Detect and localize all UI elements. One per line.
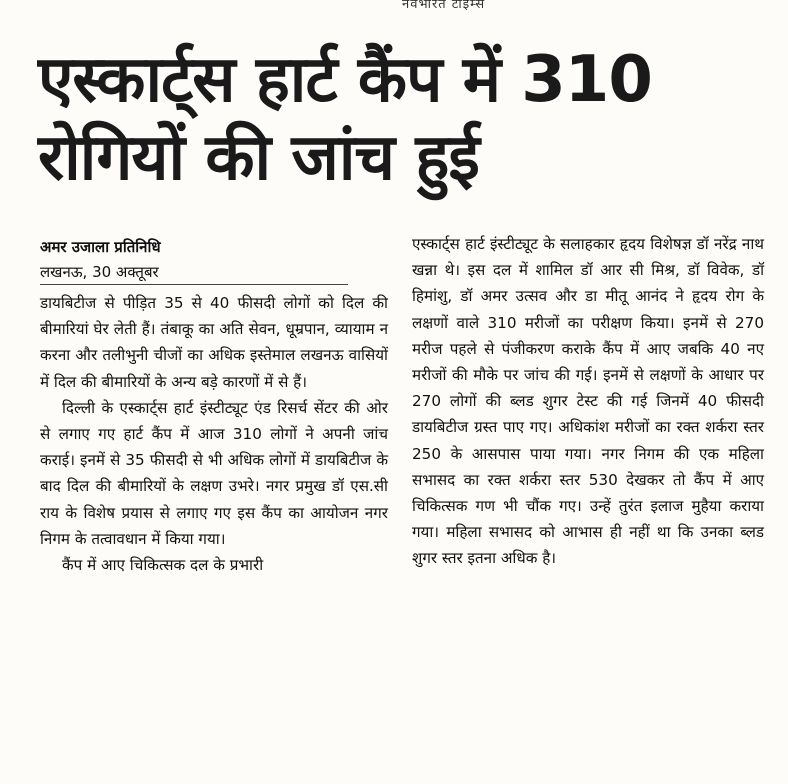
article-left-column xyxy=(40,290,388,578)
article-right-column xyxy=(412,231,764,572)
paragraph-2: दिल्ली के एस्कार्ट्स हार्ट इंस्टीट्यूट एंड रिसर्च सेंटर की ओर से लगाए गए हार्ट कैंप में आज 310 लोगों ने अपनी जांच कराई। इनमें से 35 फीसदी से भी अधिक लोगों में डायबिटीज के बाद दिल की बीमारियों के लक्षण उभरे। नगर प्रमुख डॉ एस.सी राय के विशेष प्रयास से लगाए गए इस कैंप का आयोजन नगर निगम के तत्वावधान में किया गया। xyxy=(40,398,388,548)
headline-line-2: रोगियों की जांच हुई xyxy=(38,121,479,195)
paragraph-3-continued: एस्कार्ट्स हार्ट इंस्टीट्यूट के सलाहकार हृदय विशेषज्ञ डॉ नरेंद्र नाथ खन्ना थे। इस दल में शामिल डॉ आर सी मिश्र, डॉ विवेक, डॉ हिमांशु, डॉ अमर उत्सव और डा मीतू आनंद ने हृदय रोग के लक्षणों वाले 310 मरीजों का परीक्षण किया। इनमें से 270 मरीज पहले से पंजीकरण कराके कैंप में आए जबकि 40 नए मरीजों की मौके पर जांच की गई। इनमें से लक्षणों के आधार पर 270 लोगों की ब्लड शुगर टेस्ट की गई जिनमें 40 फीसदी डायबिटीज ग्रस्त पाए गए। अधिकांश मरीजों का रक्त शर्करा स्तर 250 के आसपास पाया गया। नगर निगम की एक महिला सभासद का रक्त शर्करा स्तर 530 देखकर तो कैंप में आए चिकित्सक गण भी चौंक गए। उन्हें तुरंत इलाज मुहैया कराया गया। महिला सभासद को आभास ही नहीं था कि उनका ब्लड शुगर स्तर इतना अधिक है। xyxy=(412,235,764,568)
byline-rule xyxy=(40,284,348,285)
cut-off-header-text: नवभारत टाइम्स xyxy=(402,0,486,12)
paragraph-3-start: कैंप में आए चिकित्सक दल के प्रभारी xyxy=(62,556,264,575)
dateline: लखनऊ, 30 अक्तूबर xyxy=(40,263,159,281)
byline: अमर उजाला प्रतिनिधि xyxy=(40,238,161,256)
paragraph-1: डायबिटीज से पीड़ित 35 से 40 फीसदी लोगों को दिल की बीमारियां घेर लेती हैं। तंबाकू का अति सेवन, धूम्रपान, व्यायाम न करना और तलीभुनी चीजों का अधिक इस्तेमाल लखनऊ वासियों में दिल की बीमारियों के अन्य बड़े कारणों में से हैं। xyxy=(40,294,388,391)
headline-line-1: एस्कार्ट्स हार्ट कैंप में 310 xyxy=(38,43,652,117)
